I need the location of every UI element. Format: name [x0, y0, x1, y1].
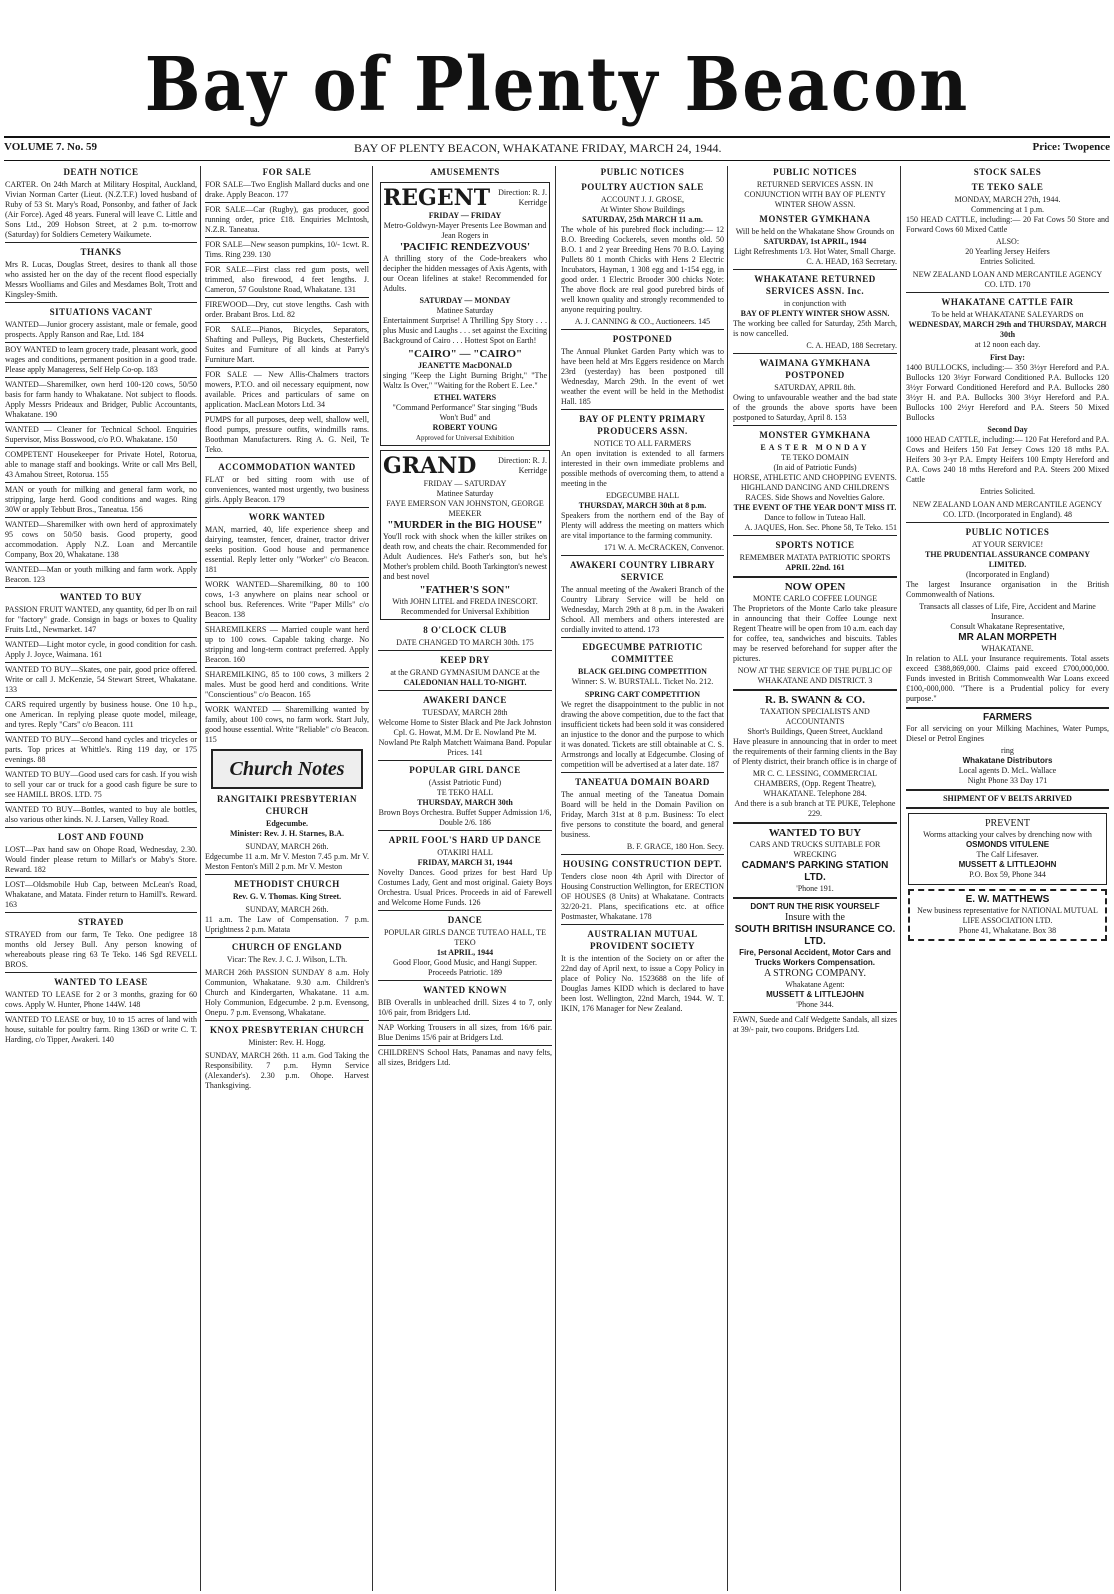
notice-text: EASTER MONDAY — [760, 443, 870, 452]
section-heading: PUBLIC NOTICES — [965, 527, 1050, 537]
section-heading: PUBLIC NOTICES — [773, 167, 857, 177]
price: Price: Twopence — [1032, 141, 1110, 153]
notice-text: Light Refreshments 1/3. Hot Water, Small Charge. — [734, 247, 896, 256]
grand-title: GRAND — [383, 453, 477, 479]
section-heading: POPULAR GIRL DANCE — [409, 765, 521, 775]
section-heading: FARMERS — [983, 712, 1032, 723]
church-notes-logo: Church Notes — [211, 749, 363, 789]
section-heading: STRAYED — [78, 917, 124, 927]
section-heading: TE TEKO SALE — [971, 182, 1044, 192]
notice-text: 150 HEAD CATTLE, including:— 20 Fat Cows 50 Store and Forward Cows 60 Mixed Cattle — [906, 215, 1109, 234]
ad-text: (Assist Patriotic Fund) — [428, 778, 502, 787]
section-heading: PUBLIC NOTICES — [600, 167, 685, 177]
notice-text: Night Phone 33 Day 171 — [967, 776, 1048, 785]
notice-text: RETURNED SERVICES ASSN. IN CONJUNCTION WITH BAY OF PLENTY WINTER SHOW ASSN. — [744, 180, 886, 209]
classified-ad: FLAT or bed sitting room with use of conveniences, wanted most urgently, two business girls. Apply Beacon. 179 — [205, 475, 369, 504]
notice-text: 20 Yearling Jersey Heifers — [965, 247, 1050, 256]
section-heading: APRIL FOOL'S HARD UP DANCE — [388, 835, 542, 845]
section-heading: TANEATUA DOMAIN BOARD — [575, 777, 710, 787]
notice-text: The annual meeting of the Taneatua Domain Board will be held in the Domain Pavilion on Friday, March 31st at 8 p.m. Business: To elect five persons to constitute the board, and general business. — [561, 790, 724, 839]
section-heading: AUSTRALIAN MUTUAL PROVIDENT SOCIETY — [587, 929, 698, 951]
notice-text: Will be held on the Whakatane Show Grounds on — [735, 227, 895, 236]
section-heading: BAY OF PLENTY PRIMARY PRODUCERS ASSN. — [579, 414, 706, 436]
regent-director: Direction: R. J. Kerridge — [498, 188, 547, 207]
classified-ad: SHAREMILKING, 85 to 100 cows, 3 milkers 2 males. Must be good herd and conditions. Write "Conscientious" c/o Beacon. 165 — [205, 670, 369, 699]
notice-text: REMEMBER MATATA PATRIOTIC SPORTS — [739, 553, 891, 562]
notice-text: The largest Insurance organisation in the British Commonwealth of Nations. — [906, 580, 1109, 599]
ad-text: Entertainment Surprise! A Thrilling Spy Story . . . plus Music and Laughs . . . set against the Exciting Background of Cairo . . . Hottest Spot on Earth! — [383, 316, 547, 345]
section-heading: HOUSING CONSTRUCTION DEPT. — [562, 859, 723, 869]
volume-number: VOLUME 7. No. 59 — [4, 141, 97, 153]
ad-text: "Command Performance" Star singing "Buds Won't Bud" and — [392, 403, 538, 422]
ad-text: THURSDAY, MARCH 30th — [417, 798, 513, 807]
notice-text: C. A. HEAD, 188 Secretary. — [806, 341, 897, 350]
notice-text: MR C. C. LESSING, COMMERCIAL CHAMBERS, (Opp. Regent Theatre), WHAKATANE. Telephone 284. — [752, 769, 878, 798]
notice-text: SOUTH BRITISH INSURANCE CO. LTD. — [734, 924, 896, 947]
notice-text: MONTE CARLO COFFEE LOUNGE — [752, 594, 878, 603]
church-text: SUNDAY, MARCH 26th. 11 a.m. God Taking the Responsibility. 7 p.m. Hymn Service (Alexander's). 2.30 p.m. Ohope. Harvest Thanksgiving. — [205, 1051, 369, 1090]
ad-text: DATE CHANGED TO MARCH 30th. 175 — [396, 638, 534, 647]
section-heading: WANTED KNOWN — [423, 985, 507, 995]
notice-text: The annual meeting of the Awakeri Branch of the Country Library Service will be held on Wednesday, March 29th at 8 p.m. in the Awakeri School. All members and others interested are cordially invited to attend. 173 — [561, 585, 724, 634]
section-heading: THANKS — [80, 247, 122, 257]
ad-text: Matinee Saturday — [436, 489, 494, 498]
notice-text: Speakers from the northern end of the Bay of Plenty will address the meeting on matters which are vital importance to the farming community. — [561, 511, 724, 540]
ad-text: ETHEL WATERS — [433, 393, 497, 402]
classified-ad: WANTED—Sharemilker, own herd 100-120 cows, 50/50 basis for farm handy to Whakatane. Not subject to floods. Apply Messrs Prideaux and Bridger, Public Accountants, Whakatane. 190 — [5, 380, 197, 419]
notice-text: ACCOUNT J. J. GROSE, — [601, 195, 684, 204]
section-heading: KEEP DRY — [440, 655, 490, 665]
notice-text: It is the intention of the Society on or after the 22nd day of April next, to issue a Copy Policy in place of Policy No. 1523688 on the life of Douglas James KIDD which is declared to have been lost. Wellington, 22nd March, 1944. W. T. IKIN, 176 Manager for New Zealand. — [561, 954, 724, 1013]
classified-ad: NAP Working Trousers in all sizes, from 16/6 pair. Blue Denims 15/6 pair at Bridgers Ltd. — [378, 1023, 552, 1042]
classified-ad: LOST—Oldsmobile Hub Cap, between McLean's Road, Whakatane, and Matata. Finder return to Hamill's. Reward. 163 — [5, 880, 197, 909]
church-text: SUNDAY, MARCH 26th. — [245, 842, 329, 851]
section-heading: AMUSEMENTS — [430, 167, 500, 177]
notice-text: We regret the disappointment to the public in not drawing the above competition, due to the fact that insufficient tickets had been sold it was considered an injustice to the donor and the purpose to which it was donated. Tickets are still obtainable at C. S. Armstrongs and locally at Edgecumbe. Closing of competition will be advertised at a later date. 187 — [561, 700, 724, 769]
ad-text: TE TEKO HALL — [436, 788, 494, 797]
notice-text: APRIL 22nd. 161 — [785, 563, 845, 572]
classified-ad: COMPETENT Housekeeper for Private Hotel, Rotorua, able to manage staff and bookings. Write or call Mrs Bell, 43 Amahou Street, Rotorua. 155 — [5, 450, 197, 479]
section-heading: SITUATIONS VACANT — [49, 307, 153, 317]
notice-text: BAY OF PLENTY WINTER SHOW ASSN. — [740, 309, 890, 318]
section-heading: DON'T RUN THE RISK YOURSELF — [750, 902, 880, 911]
section-heading: AWAKERI COUNTRY LIBRARY SERVICE — [569, 560, 716, 582]
church-text: MARCH 26th PASSION SUNDAY 8 a.m. Holy Communion, Whakatane. 9.30 a.m. Children's Church and Kindergarten, Whakatane. 11 a.m. Holy Communion, Edgecumbe. 2 p.m. Evensong, Onepu. 7 p.m. Evensong, Whakatane. — [205, 968, 369, 1017]
notice-text: Consult Whakatane Representative, — [950, 622, 1065, 631]
column-rule — [372, 166, 373, 1591]
notice-text: And there is a sub branch at TE PUKE, Telephone 229. — [734, 799, 896, 818]
vitulene-ad — [908, 813, 1107, 885]
notice-text: CARS AND TRUCKS SUITABLE FOR WRECKING — [749, 840, 881, 859]
notice-text: 'Phone 191. — [796, 884, 834, 893]
notice-text: NEW ZEALAND LOAN AND MERCANTILE AGENCY CO. LTD. 170 — [912, 270, 1103, 289]
ad-text: ROBERT YOUNG — [432, 423, 498, 432]
notice-text: HORSE, ATHLETIC AND CHOPPING EVENTS. HIGHLAND DANCING AND CHILDREN'S RACES. Side Shows and Novelties Galore. — [733, 473, 897, 502]
notice-text: at 12 noon each day. — [974, 340, 1041, 349]
ad-text: FAYE EMERSON VAN JOHNSTON, GEORGE MEEKER — [386, 499, 544, 518]
notice-text: 1400 BULLOCKS, including:— 350 3½yr Hereford and P.A. Bullocks 120 3½yr Forward Conditioned P.A. Bullocks 120 3½yr Forward Conditioned Hereford and P.A. Bullocks 280 3½yr H. and P.A. Bullocks 300 3½yr Hereford and P.A. Bullocks 100 2½yr Hereford and P.A. Steers 50 Mixed Bullocks — [906, 363, 1109, 422]
classified-ad: STRAYED from our farm, Te Teko. One pedigree 18 months old Jersey Bull. Any person knowing of whereabouts please ring 63 Te Teko. 146 Sgd REVELL BROS. — [5, 930, 197, 969]
ad-text: FRIDAY, MARCH 31, 1944 — [417, 858, 513, 867]
notice-text: OSMONDS VITULENE — [965, 840, 1050, 849]
section-heading: WANTED TO BUY — [768, 827, 862, 839]
notice-text: WEDNESDAY, MARCH 29th and THURSDAY, MARCH 30th — [908, 320, 1107, 339]
regent-title: REGENT — [383, 185, 491, 211]
notice-text: WHAKATANE. — [981, 644, 1034, 653]
church-text: Minister: Rev. J. H. Starnes, B.A. — [230, 829, 344, 838]
notice-text: The working bee called for Saturday, 25th March, is now cancelled. — [733, 319, 897, 338]
ad-text: CALEDONIAN HALL TO-NIGHT. — [403, 678, 527, 687]
notice-text: At Winter Show Buildings — [599, 205, 686, 214]
classified-ad: WANTED—Junior grocery assistant, male or female, good prospects. Apply Ranson and Rae, Ltd. 184 — [5, 320, 197, 339]
notice-text: MONDAY, MARCH 27th, 1944. — [954, 195, 1061, 204]
notice-text: MUSSETT & LITTLEJOHN — [958, 860, 1057, 869]
church-text: Edgecumbe. — [266, 819, 308, 828]
classified-ad: PUMPS for all purposes, deep well, shallow well, flood pumps, pressure outfits, windmills rams. Boothman Manufacturers. Ring A. G. Neil, Te Teko. — [205, 415, 369, 454]
ad-text: singing "Keep the Light Burning Bright," "The Waltz Is Over," "Waiting for the Robert E. Lee." — [383, 371, 547, 390]
ad-text: With JOHN LITEL and FREDA INESCORT. Recommended for Universal Exhibition — [392, 597, 538, 616]
notice-text: The whole of his purebred flock including:— 12 B.O. Breeding Cockerels, seven months old. 50 B.O. 1 and 2 year Breeding Hens 70 B.O. Laying Pullets 80 1 month Chicks with Hens 2 Electric Incubators, Hayman, 1 308 egg and 1-154 egg, in good order. 1 Electric Brooder 300 chicks Note: The above flock are real good purebred birds of well known quality and strongly recommended to anyone requiring poultry. — [561, 225, 724, 314]
column-rule — [900, 166, 901, 1591]
classified-ad: WANTED—Man or youth milking and farm work. Apply Beacon. 123 — [5, 565, 197, 584]
notice-text: Second Day — [987, 425, 1028, 434]
notice-text: Whakatane Agent: — [785, 980, 845, 989]
notice-text: Insure with the — [785, 912, 845, 923]
ad-text: Welcome Home to Sister Black and Pte Jack Johnston Cpl. G. Howat, M.M. Dr E. Nowland Pte M. Nowland Pte Ralph Matchett Waimana Band. Popular Prices. 141 — [378, 718, 552, 757]
classified-ad: FOR SALE — New Allis-Chalmers tractors mowers, P.T.O. and oil necessary equipment, now available. Prices and particulars of same on application. MacLean Motors Ltd. 34 — [205, 370, 369, 409]
classified-ad: WANTED TO BUY—Good used cars for cash. If you wish to sell your car or truck for a good cash figure be sure to see HAMILL BROS. LTD. 75 — [5, 770, 197, 799]
notice-text: New business representative for NATIONAL MUTUAL LIFE ASSOCIATION LTD. — [917, 906, 1098, 925]
church-text: SUNDAY, MARCH 26th. — [245, 905, 329, 914]
grand-director: Direction: R. J. Kerridge — [498, 456, 547, 475]
classified-ad: SHAREMILKERS — Married couple want herd up to 100 cows. Capable taking charge. No stripping and long-term contract preferred. Apply Beacon. 160 — [205, 625, 369, 664]
thanks-notice: Mrs R. Lucas, Douglas Street, desires to thank all those who assisted her on the day of the recent flood especially Messrs Woolliams and Giles and Mesdames Bolt, Trott and Kingsley-Smith. — [5, 260, 197, 299]
notice-text: B. F. GRACE, 180 Hon. Secy. — [626, 842, 724, 851]
section-heading: WANTED TO LEASE — [54, 977, 148, 987]
ad-text: Brown Boys Orchestra. Buffet Supper Admission 1/6, Double 2/6. 186 — [378, 808, 552, 827]
notice-text: THURSDAY, MARCH 30th at 8 p.m. — [578, 501, 707, 510]
notice-text: Whakatane Distributors — [962, 756, 1053, 765]
ad-text: "FATHER'S SON" — [419, 584, 511, 596]
notice-text: PREVENT — [985, 818, 1030, 829]
column-5 — [730, 163, 900, 1594]
classified-ad: WANTED TO BUY—Skates, one pair, good price offered. Write or call J. McKenzie, 54 Stewart Street, Whakatane. 133 — [5, 665, 197, 694]
classified-ad: WORK WANTED—Sharemilking, 80 to 100 cows, 1-3 anywhere on plains near school or school bus. References. Write "Paper Mills" c/o Beacon. 138 — [205, 580, 369, 619]
section-heading: EDGECUMBE PATRIOTIC COMMITTEE — [582, 642, 703, 664]
classified-ad: WANTED TO BUY—Second hand cycles and tricycles or parts. Top prices at Whittle's. Ring 119 day, or 175 evenings. 88 — [5, 735, 197, 764]
section-heading: RANGITAIKI PRESBYTERIAN CHURCH — [216, 794, 358, 816]
notice-text: MUSSETT & LITTLEJOHN — [766, 990, 864, 999]
dateline-center: BAY OF PLENTY BEACON, WHAKATANE FRIDAY, MARCH 24, 1944. — [354, 141, 722, 155]
section-heading: WANTED TO BUY — [59, 592, 143, 602]
section-heading: METHODIST CHURCH — [234, 879, 340, 889]
column-2 — [202, 163, 372, 1594]
notice-text: Fire, Personal Accident, Motor Cars and Trucks Workers Compensation. — [739, 948, 891, 967]
notice-text: EDGECUMBE HALL — [605, 491, 680, 500]
classified-ad: FOR SALE—Car (Rugby), gas producer, good running order, price £18. Enquiries McIntosh, N.Z.R. Taneatua. — [205, 205, 369, 234]
ad-text: Good Floor, Good Music, and Hangi Supper. Proceeds Patriotic. 189 — [393, 958, 537, 977]
classified-ad: CHILDREN'S School Hats, Panamas and navy felts, all sizes, Bridgers Ltd. — [378, 1048, 552, 1067]
classified-ad: LOST—Pax hand saw on Ohope Road, Wednesday, 2.30. Would finder please return to Millar's or Maby's Store. Reward. 182 — [5, 845, 197, 874]
ad-text: at the GRAND GYMNASIUM DANCE at the — [390, 668, 540, 677]
classified-ad: FOR SALE—New season pumpkins, 10/- 1cwt. R. Tims. Ring 239. 130 — [205, 240, 369, 259]
masthead-rule — [4, 136, 1110, 138]
notice-text: E. W. MATTHEWS — [965, 894, 1050, 905]
section-heading: POULTRY AUCTION SALE — [581, 182, 704, 192]
notice-text: NOTICE TO ALL FARMERS — [593, 439, 692, 448]
notice-text: SATURDAY, 1st APRIL, 1944 — [763, 237, 867, 246]
notice-text: Entries Solicited. — [979, 257, 1036, 266]
notice-text: Tenders close noon 4th April with Director of Housing Construction Wellington, for ERECTION OF HOUSES (8 Units) at Whakatane. Contracts 32/20-21. Plans, specifications etc. at office Postmaster, Whakatane. 178 — [561, 872, 724, 921]
ad-text: TUESDAY, MARCH 28th — [422, 708, 508, 717]
notice-text: First Day: — [990, 353, 1025, 362]
death-notice: CARTER. On 24th March at Military Hospital, Auckland, Vivian Norman Carter (Lieut. (N.Z.T.F.) loved husband of Ruby of 53 St. Mary's Road, Ponsonby, and father of Jack (Air Force). Aged 48 years. Funeral will leave C. Little and Sons Ltd., 209 Hobson Street, at 2 p.m. to-morrow (Saturday) for Soldiers Cemetery Waikumete. — [5, 180, 197, 239]
classified-ad: WANTED — Cleaner for Technical School. Enquiries Supervisor, Miss Bosswood, c/o P.O. Whakatane. 150 — [5, 425, 197, 444]
church-text: Vicar: The Rev. J. C. J. Wilson, L.Th. — [226, 955, 348, 964]
classified-ad: FOR SALE—Two English Mallard ducks and one drake. Apply Beacon. 177 — [205, 180, 369, 199]
notice-text: ALSO: — [995, 237, 1020, 246]
ad-text: 'PACIFIC RENDEZVOUS' — [399, 241, 531, 253]
classified-ad: WORK WANTED — Sharemilking wanted by family, about 100 cows, no farm work. Start July, good house essential. Write "Reliable" c/o Beacon. 115 — [205, 705, 369, 744]
notice-text: SATURDAY, APRIL 8th. — [774, 383, 856, 392]
ad-text: POPULAR GIRLS DANCE TUTEAO HALL, TE TEKO — [384, 928, 546, 947]
section-heading: R. B. SWANN & CO. — [765, 694, 865, 706]
classified-ad: WANTED—Sharemilker with own herd of approximately 95 cows on 50/50 basis. Good property, good accommodation. Apply N.Z. Loan and Mercantile Company, Box 20, Whakatane. 138 — [5, 520, 197, 559]
section-heading: POSTPONED — [612, 334, 673, 344]
notice-text: The Calf Lifesaver. — [976, 850, 1039, 859]
notice-text: Phone 41, Whakatane. Box 38 — [958, 926, 1057, 935]
notice-text: Winner: S. W. BURSTALL. Ticket No. 212. — [571, 677, 714, 686]
ad-text: SATURDAY — MONDAY — [419, 296, 511, 305]
ad-text: Metro-Goldwyn-Mayer Presents Lee Bowman and Jean Rogers in — [383, 221, 547, 240]
ad-text: 1st APRIL, 1944 — [436, 948, 494, 957]
ad-text: "MURDER in the BIG HOUSE" — [387, 519, 543, 531]
ad-text: You'll rock with shock when the killer strikes on death row, and cheats the chair. Recommended for Adult Audiences. He's Father's son, but he's Mother's problem child. Booth Tarkington's newest and best novel — [383, 532, 547, 581]
notice-text: A STRONG COMPANY. — [764, 968, 866, 979]
column-1 — [2, 163, 200, 1594]
notice-text: Local agents D. McL. Wallace — [958, 766, 1057, 775]
notice-text: NEW ZEALAND LOAN AND MERCANTILE AGENCY CO. LTD. (Incorporated in England). 48 — [912, 500, 1103, 519]
classified-ad: MAN, married, 40, life experience sheep and dairying, teamster, fencer, drainer, tractor driver seeks position. Good house and permanence essential. Reply letter only "Worker" c/o Beacon. 181 — [205, 525, 369, 574]
section-heading: AWAKERI DANCE — [423, 695, 507, 705]
notice-text: For all servicing on your Milking Machines, Water Pumps, Diesel or Petrol Engines — [906, 724, 1109, 743]
classified-ad: WANTED—Light motor cycle, in good condition for cash. Apply J. Joyce, Waimana. 161 — [5, 640, 197, 659]
masthead — [0, 38, 1114, 130]
column-3 — [375, 163, 555, 1594]
classified-ad: WANTED TO LEASE or buy, 10 to 15 acres of land with house, suitable for poultry farm. Ring 136D or write C. T. Harding, c/o Tipper, Awakeri. 140 — [5, 1015, 197, 1044]
notice-text: The Proprietors of the Monte Carlo take pleasure in announcing that their Coffee Lounge next Regent Theatre will be open from 10 a.m. each day for coffee, tea, sandwiches and biscuits. Tables may be reserved beforehand for supper after the pictures. — [733, 604, 898, 663]
grand-ad — [380, 450, 550, 620]
notice-text: AT YOUR SERVICE! — [971, 540, 1044, 549]
notice-text: In relation to ALL your Insurance requirements. Total assets exceed £388,869,000. Claims paid exceed £700,000,000. Funds invested in British Commonwealth War Loans exceed £100,-000,000. "There is a Prudential policy for every purpose." — [906, 654, 1109, 703]
ad-text: JEANETTE MacDONALD — [417, 361, 512, 370]
masthead-title: Bay of Plenty Beacon — [144, 40, 970, 128]
classified-ad: BIB Overalls in unbleached drill. Sizes 4 to 7, only 10/6 pair, from Bridgers Ltd. — [378, 998, 552, 1017]
regent-ad — [380, 182, 550, 446]
section-heading: LOST AND FOUND — [57, 832, 145, 842]
dateline — [4, 141, 1110, 157]
notice-text: 'Phone 344. — [796, 1000, 834, 1009]
notice-text: SHIPMENT OF V BELTS ARRIVED — [943, 794, 1072, 803]
ad-text: OTAKIRI HALL — [437, 848, 493, 857]
notice-text: TE TEKO DOMAIN — [781, 453, 849, 462]
notice-text: SPRING CART COMPETITION — [584, 690, 701, 699]
column-rule — [727, 166, 728, 1591]
section-heading: CHURCH OF ENGLAND — [231, 942, 343, 952]
notice-text: ring — [1001, 746, 1014, 755]
notice-text: 1000 HEAD CATTLE, including:— 120 Fat Hereford and P.A. Cows and Heifers 150 Fat Jersey Cows 120 18 mths P.A. Heifers 30 3-yr P.A. Empty Heifers 100 Empty Hereford and P.A. Cows 240 18 mths Hereford and P.A. Steers 200 Mixed Cattle — [906, 435, 1109, 484]
section-heading: WHAKATANE CATTLE FAIR — [941, 297, 1074, 307]
section-heading: NOW OPEN — [784, 581, 846, 593]
notice-text: Commencing at 1 p.m. — [970, 205, 1045, 214]
section-heading: WAIMANA GYMKHANA POSTPONED — [759, 358, 871, 380]
classified-ad: CARS required urgently by business house. One 10 h.p., one American. In replying please quote model, mileage, and tyres. Reply "Cars" c/o Beacon. 111 — [5, 700, 197, 729]
column-rule — [555, 166, 556, 1591]
ad-text: A thrilling story of the Code-breakers who decipher the hidden messages of Axis Agents, with our Ocean lifelines at stake! Recommended for Adults. — [383, 254, 547, 293]
classified-ad: FIREWOOD—Dry, cut stove lengths. Cash with order. Brabant Bros. Ltd. 82 — [205, 300, 369, 319]
notice-text: THE PRUDENTIAL ASSURANCE COMPANY LIMITED. — [925, 550, 1090, 569]
notice-text: The Annual Plunket Garden Party which was to have been held at Mrs Eggers residence on March 23rd (yesterday) has been postponed till Wednesday, March 29th. In the event of wet weather the event will be held in the Methodist Hall. 185 — [561, 347, 724, 406]
section-heading: DANCE — [447, 915, 483, 925]
notice-text: To be held at WHAKATANE SALEYARDS on — [931, 310, 1084, 319]
matthews-ad — [908, 889, 1107, 941]
notice-text: CADMAN'S PARKING STATION LTD. — [741, 860, 889, 883]
section-heading: DEATH NOTICE — [63, 167, 139, 177]
notice-text: A. J. CANNING & CO., Auctioneers. 145 — [574, 317, 711, 326]
notice-text: SATURDAY, 25th MARCH 11 a.m. — [582, 215, 703, 224]
section-heading: SPORTS NOTICE — [775, 540, 855, 550]
ad-text: Matinee Saturday — [436, 306, 494, 315]
ad-text: FRIDAY — SATURDAY — [423, 479, 507, 488]
notice-text: Worms attacking your calves by drenching now with — [923, 830, 1092, 839]
classified-ad: FOR SALE—First class red gum posts, well trimmed, also firewood, 4 feet lengths. J. Cameron, 57 Goulstone Road, Whakatane. 131 — [205, 265, 369, 294]
church-text: Minister: Rev. H. Hogg. — [248, 1038, 326, 1047]
column-6 — [903, 163, 1112, 1594]
notice-text: THE EVENT OF THE YEAR DON'T MISS IT. — [733, 503, 897, 512]
section-heading: WHAKATANE RETURNED SERVICES ASSN. Inc. — [754, 274, 876, 296]
notice-text: TAXATION SPECIALISTS AND ACCOUNTANTS — [760, 707, 870, 726]
section-heading: MONSTER GYMKHANA — [759, 214, 871, 224]
column-rule — [200, 166, 201, 1591]
ad-text: FRIDAY — FRIDAY — [428, 211, 502, 220]
notice-text: MR ALAN MORPETH — [958, 632, 1057, 643]
church-text: Rev. G. V. Thomas. King Street. — [232, 892, 342, 901]
classified-ad: PASSION FRUIT WANTED, any quantity, 6d per lb on rail for "factory" grade. Consign in bags or boxes to Quality Fruits Ltd., Newmarket. 147 — [5, 605, 197, 634]
section-heading: KNOX PRESBYTERIAN CHURCH — [209, 1025, 364, 1035]
notice-text: 171 W. A. McCRACKEN, Convenor. — [603, 543, 724, 552]
notice-text: Owing to unfavourable weather and the bad state of the grounds the above sports have been postponed to Saturday, April 8. 153 — [733, 393, 897, 422]
ad-text: Novelty Dances. Good prizes for best Hard Up Costumes Lady, Gent and most original. Gaiety Boys Orchestra. Usual Prices. Proceeds in aid of Farewell and Welcome Home Funds. 126 — [378, 868, 552, 907]
church-text: Edgecumbe 11 a.m. Mr V. Meston 7.45 p.m. Mr V. Meston Fenton's Mill 2 p.m. Mr V. Meston — [205, 852, 369, 871]
notice-text: (Incorporated in England) — [965, 570, 1050, 579]
section-heading: STOCK SALES — [973, 167, 1042, 177]
church-text: 11 a.m. The Law of Compensation. 7 p.m. Uprightness 2 p.m. Matata — [205, 915, 369, 934]
classified-ad: FOR SALE—Pianos, Bicycles, Separators, Shafting and Pulleys, Pig Buckets, Chesterfield Suites and Furniture of all kinds at Parry's Furniture Mart. — [205, 325, 369, 364]
section-heading: FOR SALE — [262, 167, 312, 177]
notice-text: Short's Buildings, Queen Street, Auckland — [747, 727, 883, 736]
classified-ad: BOY WANTED to learn grocery trade, pleasant work, good wages and conditions, permanent position in a good trade. Please apply Manageress, Self Help Co-op. 183 — [5, 345, 197, 374]
classified-ad: WANTED TO BUY—Bottles, wanted to buy ale bottles, also various other kinds. N. J. Larsen, Valley Road. — [5, 805, 197, 824]
notice-text: P.O. Box 59, Phone 344 — [969, 870, 1046, 879]
section-heading: 8 O'CLOCK CLUB — [423, 625, 507, 635]
notice-text: NOW AT THE SERVICE OF THE PUBLIC OF WHAKATANE AND DISTRICT. 3 — [737, 666, 893, 685]
notice-text: An open invitation is extended to all farmers interested in their own immediate problems and possible methods of overcoming them, to attend a meeting in the — [561, 449, 724, 488]
notice-text: Entries Solicited. — [979, 487, 1036, 496]
notice-text: Transacts all classes of Life, Fire, Accident and Marine Insurance. — [919, 602, 1096, 621]
ad-text: "CAIRO" — "CAIRO" — [407, 348, 523, 360]
column-4 — [558, 163, 727, 1594]
dateline-rule — [4, 160, 1110, 161]
notice-text: BLACK GELDING COMPETITION — [578, 667, 707, 676]
classified-ad: WANTED TO LEASE for 2 or 3 months, grazing for 60 cows. Apply W. Hunter, Phone 144W. 148 — [5, 990, 197, 1009]
ad-text: Approved for Universal Exhibition — [415, 434, 515, 442]
notice-text: Dance to follow in Tuteao Hall. — [764, 513, 866, 522]
notice-text: A. JAQUES, Hon. Sec. Phone 58, Te Teko. 151 — [744, 523, 897, 532]
section-heading: WORK WANTED — [248, 512, 326, 522]
section-heading: MONSTER GYMKHANA — [759, 430, 871, 440]
notice-text: C. A. HEAD, 163 Secretary. — [806, 257, 897, 266]
notice-text: Have pleasure in announcing that in order to meet the requirements of their farming clients in the Bay of Plenty district, their branch office is in charge of — [733, 737, 897, 766]
classified-ad: FAWN, Suede and Calf Wedgette Sandals, all sizes at 39/- pair, two coupons. Bridgers Ltd. — [733, 1015, 897, 1034]
section-heading: ACCOMMODATION WANTED — [218, 462, 356, 472]
classified-ad: MAN or youth for milking and general farm work, no stripping, large herd. Good conditions and wages. Ring 30W or apply Tebbutt Bros., Taneatua. 156 — [5, 485, 197, 514]
notice-text: in conjunction with — [783, 299, 847, 308]
notice-text: (In aid of Patriotic Funds) — [773, 463, 857, 472]
